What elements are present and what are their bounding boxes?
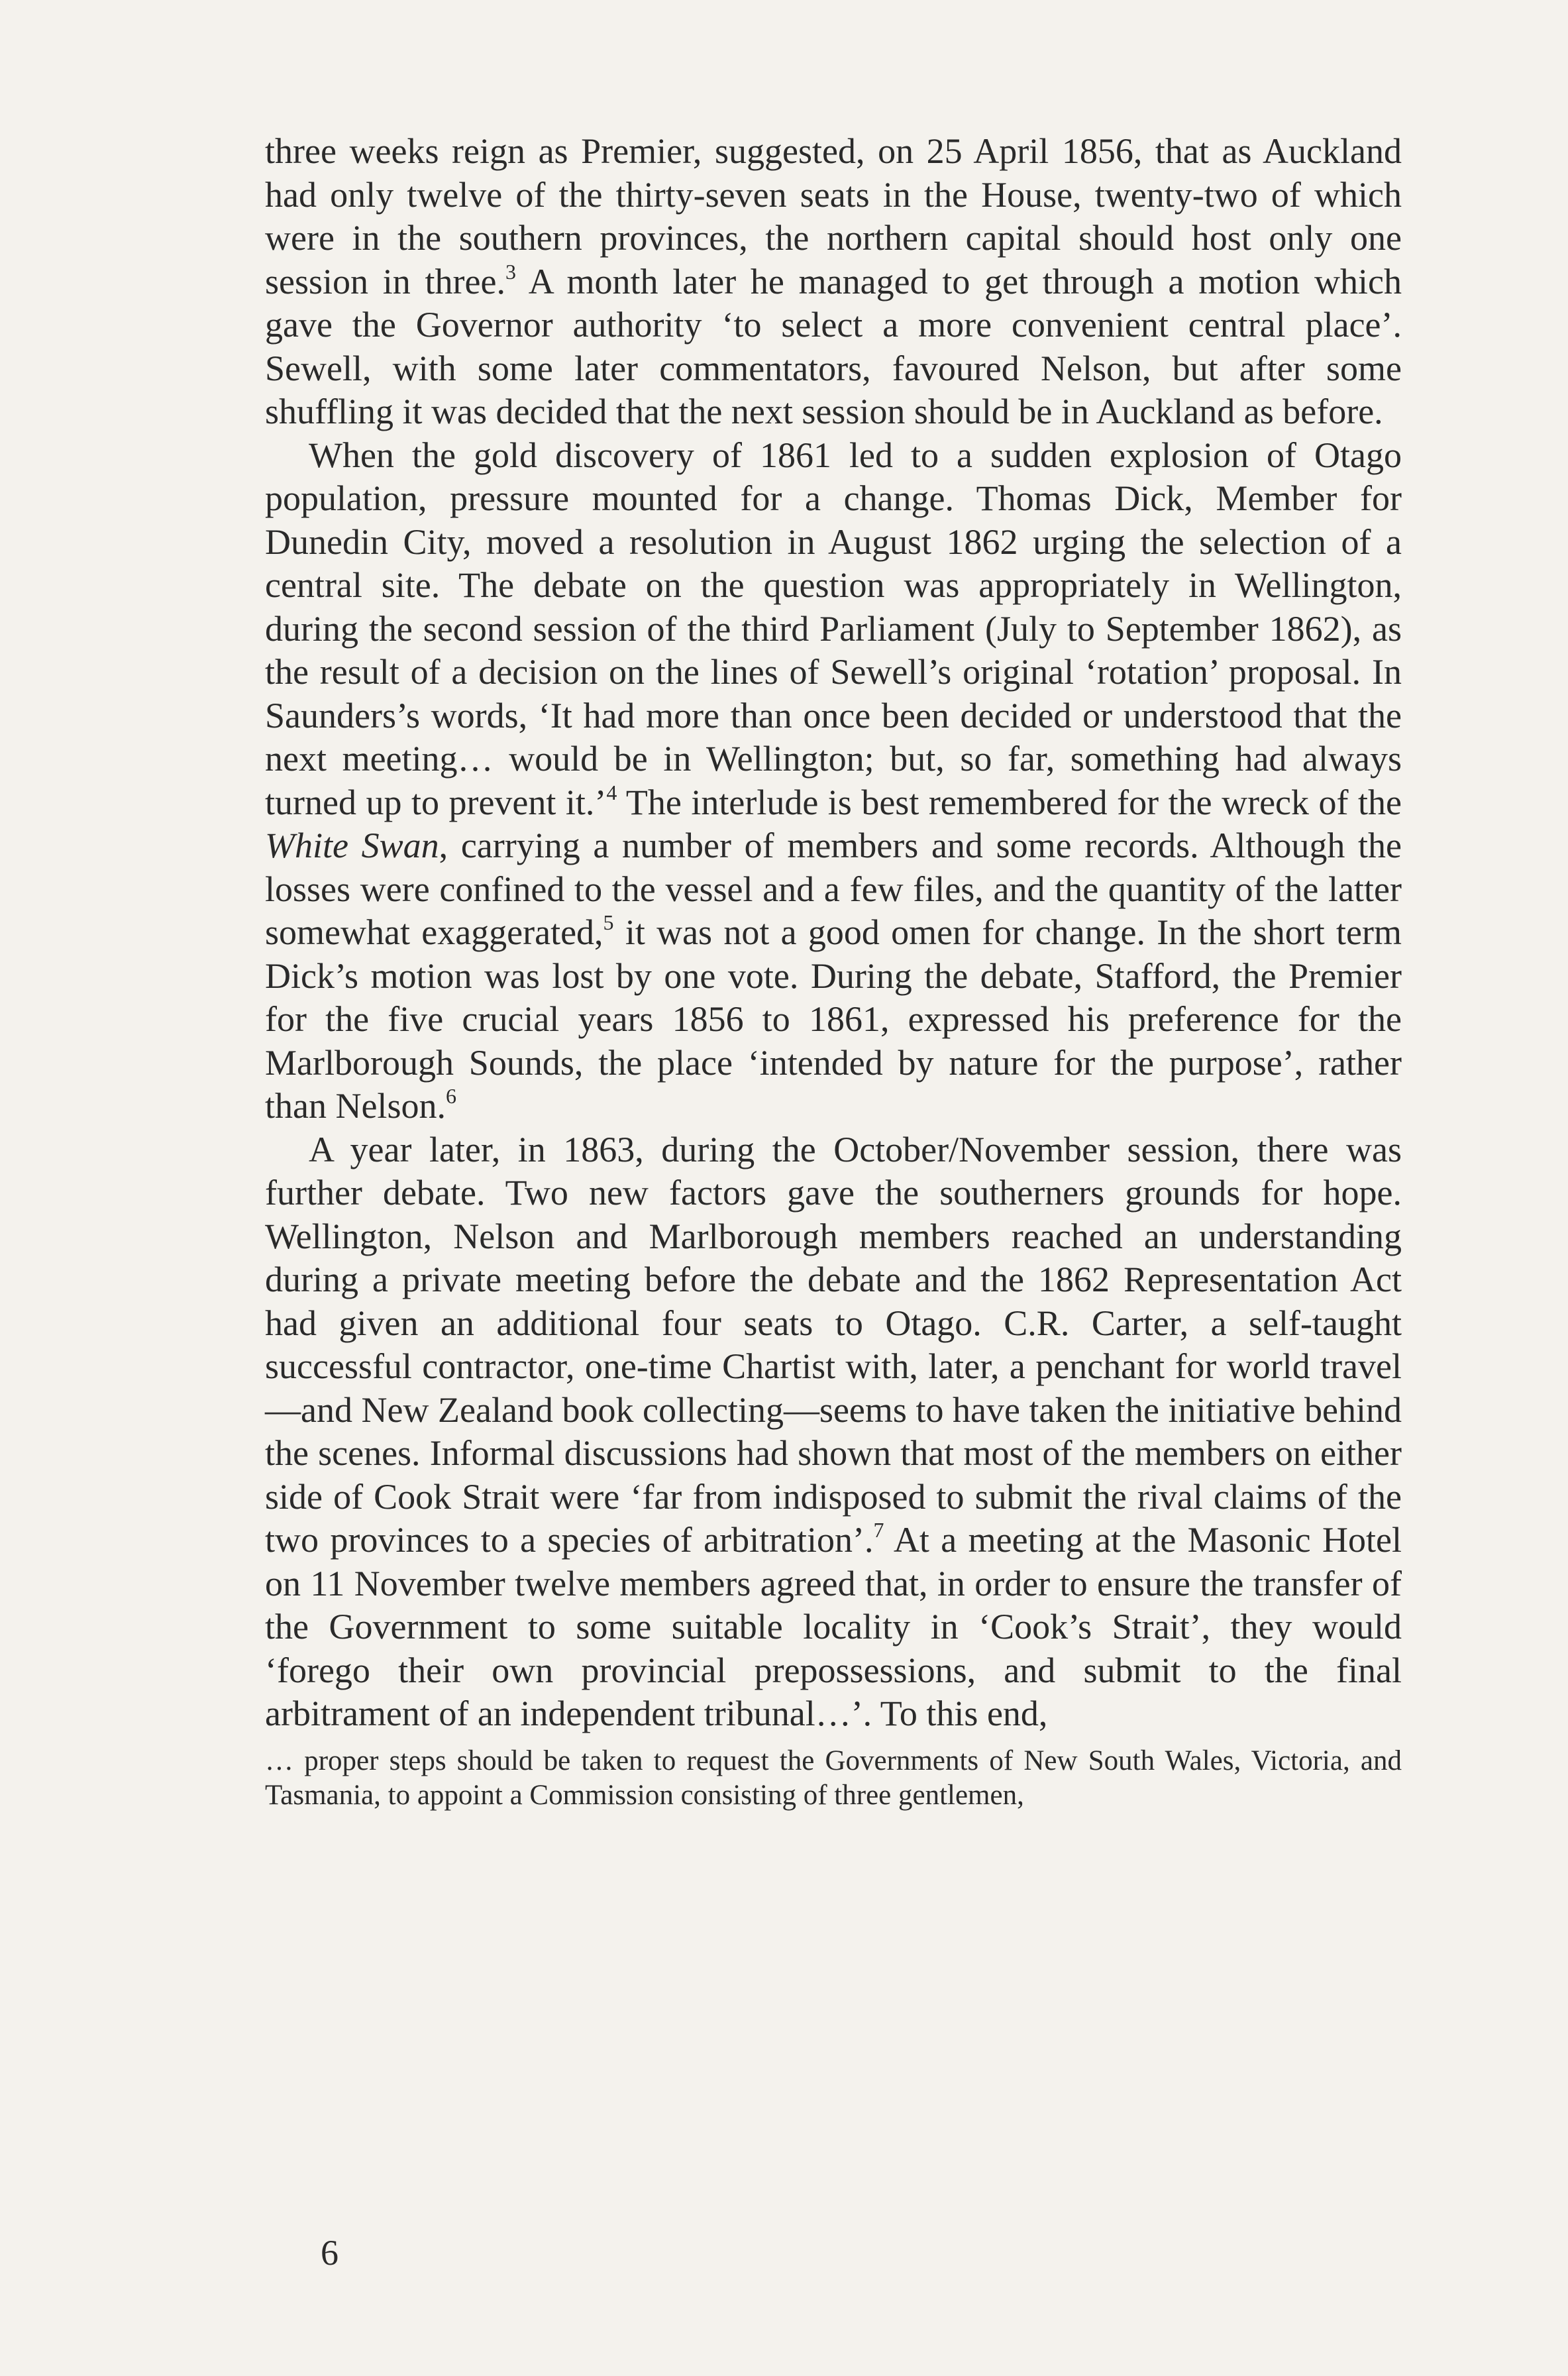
text-segment: A month later he managed to get through a motion which gave the Governor authority ‘to select a more convenient central place’. Sewell, with some later commentators, favoured Nelson, but after some shuffling it was decided that the next session should be in Auckland as before. [265, 261, 1402, 431]
paragraph [265, 130, 1402, 434]
text-segment: The interlude is best remembered for the wreck of the [617, 782, 1402, 822]
footnote-marker: 3 [505, 259, 516, 284]
italic-text: White Swan [265, 826, 439, 865]
text-segment: , carrying a number of members and some records. Although the losses were confined to the vessel and a few files, and the quantity of the latter somewhat exaggerated, [265, 826, 1402, 952]
footnote-marker: 4 [606, 780, 617, 804]
paragraph [265, 1128, 1402, 1736]
page-body [265, 130, 1402, 1813]
text-segment: A year later, in 1863, during the October/November session, there was further debate. Two new factors gave the southerners grounds for hope. Wellington, Nelson and Marlborough members reached an understanding during a private meeting before the debate and the 1862 Representation Act had given an additional four seats to Otago. C.R. Carter, a self-taught successful contractor, one-time Chartist with, later, a penchant for world travel—and New Zealand book collecting—seems to have taken the initiative behind the scenes. Informal discussions had shown that most of the members on either side of Cook Strait were ‘far from indisposed to submit the rival claims of the two provinces to a species of arbitration’. [265, 1129, 1402, 1560]
footnote-marker: 7 [873, 1518, 884, 1542]
text-segment: At a meeting at the Masonic Hotel on 11 November twelve members agreed that, in order to ensure the transfer of the Government to some suitable locality in ‘Cook’s Strait’, they would ‘forego their own provincial prepossessions, and submit to the final arbitrament of an independent tribunal…’. To this end, [265, 1520, 1402, 1733]
body-text [265, 130, 1402, 1736]
footnote-marker: 6 [445, 1084, 456, 1108]
footnote-marker: 5 [603, 910, 614, 934]
text-segment: When the gold discovery of 1861 led to a sudden explosion of Otago population, pressure mounted for a change. Thomas Dick, Member for Dunedin City, moved a resolution in August 1862 urging the selection of a central site. The debate on the question was appropriately in Wellington, during the second session of the third Parliament (July to September 1862), as the result of a decision on the lines of Sewell’s original ‘rotation’ proposal. In Saunders’s words, ‘It had more than once been decided or understood that the next meeting… would be in Wellington; but, so far, something had always turned up to prevent it.’ [265, 435, 1402, 822]
text-segment: three weeks reign as Premier, suggested, on 25 April 1856, that as Auckland had only twelve of the thirty-seven seats in the House, twenty-two of which were in the southern provinces, the northern capital should host only one session in three. [265, 131, 1402, 301]
paragraph [265, 434, 1402, 1128]
page-number: 6 [321, 2233, 339, 2273]
text-segment: it was not a good omen for change. In the short term Dick’s motion was lost by one vote. During the debate, Stafford, the Premier for the five crucial years 1856 to 1861, expressed his preference for the Marlborough Sounds, the place ‘intended by nature for the purpose’, rather than Nelson. [265, 912, 1402, 1126]
block-quote: … proper steps should be taken to request the Governments of New South Wales, Victoria, and Tasmania, to appoint a Commission consisting of three gentlemen, [265, 1745, 1402, 1811]
